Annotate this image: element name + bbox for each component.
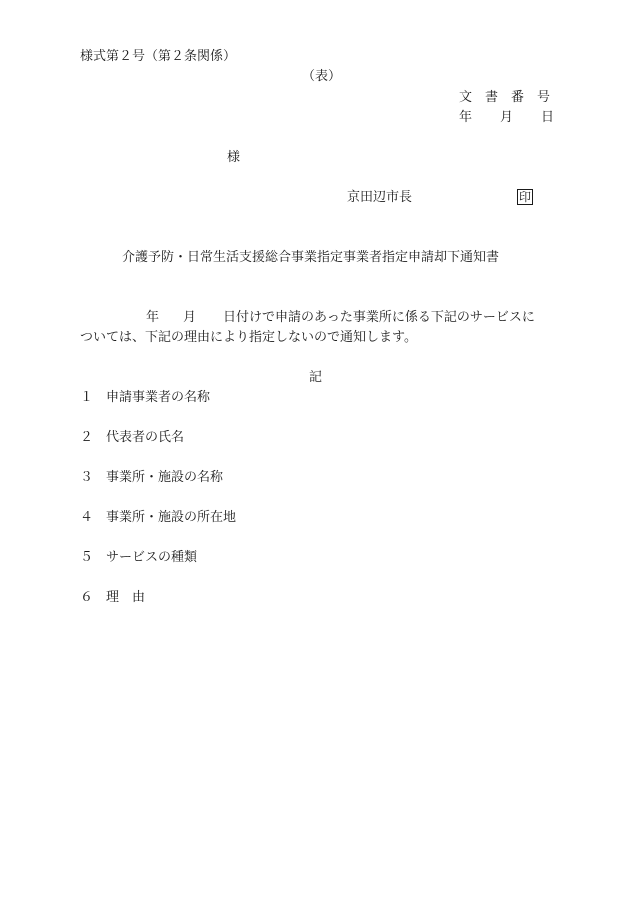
- document-title: 介護予防・日常生活支援総合事業指定事業者指定申請却下通知書: [122, 250, 500, 265]
- side-label: （表）: [302, 69, 342, 84]
- form-number: 様式第２号（第２条関係）: [80, 49, 237, 64]
- seal-mark: 印: [519, 190, 532, 204]
- note-heading: 記: [309, 370, 323, 385]
- document-number-label: [459, 91, 550, 104]
- date-day: 日: [541, 110, 555, 125]
- item-number: １: [80, 390, 94, 405]
- body-text-line-2: ついては、下記の理由により指定しないので通知します。: [80, 330, 417, 345]
- body-year: 年: [146, 310, 160, 325]
- date-line: [459, 111, 554, 124]
- item-label: 代表者の氏名: [106, 430, 185, 445]
- list-item: [80, 551, 197, 564]
- body-text-line-1: [146, 311, 535, 324]
- doc-number-char: 番: [511, 90, 525, 105]
- list-item: [80, 591, 145, 604]
- list-item: [80, 431, 184, 444]
- item-label: 事業所・施設の名称: [106, 470, 224, 485]
- item-number: ４: [80, 510, 94, 525]
- item-label: 事業所・施設の所在地: [106, 510, 237, 525]
- doc-number-char: 文: [459, 90, 473, 105]
- list-item: [80, 391, 210, 404]
- body-text-rest: 日付けで申請のあった事業所に係る下記のサービスに: [223, 310, 535, 325]
- item-label: サービスの種類: [106, 550, 198, 565]
- list-item: [80, 511, 236, 524]
- date-year: 年: [459, 110, 473, 125]
- date-month: 月: [500, 110, 514, 125]
- doc-number-char: 号: [537, 90, 551, 105]
- doc-number-char: 書: [485, 90, 499, 105]
- body-month: 月: [183, 310, 197, 325]
- item-number: ２: [80, 430, 94, 445]
- issuer-name: 京田辺市長: [347, 190, 413, 205]
- item-number: ３: [80, 470, 94, 485]
- item-number: ５: [80, 550, 94, 565]
- list-item: [80, 471, 223, 484]
- item-number: ６: [80, 590, 94, 605]
- item-label: 理 由: [106, 590, 146, 605]
- recipient-honorific: 様: [227, 150, 241, 165]
- item-label: 申請事業者の名称: [106, 390, 211, 405]
